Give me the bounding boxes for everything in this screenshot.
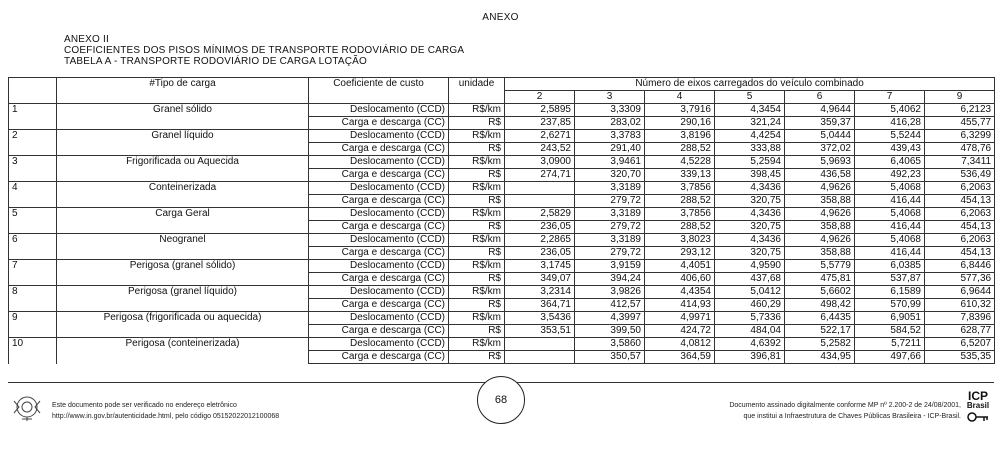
- cost-coefficient: Carga e descarga (CC): [309, 247, 449, 260]
- header-eixo-9: 9: [925, 91, 995, 104]
- unit: R$/km: [449, 104, 505, 117]
- value-cell: 243,52: [505, 143, 575, 156]
- value-cell: 455,77: [925, 117, 995, 130]
- value-cell: 320,75: [715, 221, 785, 234]
- value-cell: 5,4068: [855, 234, 925, 247]
- value-cell: 358,88: [785, 195, 855, 208]
- row-number: 3: [9, 156, 57, 182]
- cost-coefficient: Deslocamento (CCD): [309, 182, 449, 195]
- value-cell: 4,3436: [715, 234, 785, 247]
- value-cell: 5,2582: [785, 338, 855, 351]
- value-cell: 372,02: [785, 143, 855, 156]
- value-cell: 7,3411: [925, 156, 995, 169]
- row-number: 2: [9, 130, 57, 156]
- value-cell: 6,5207: [925, 338, 995, 351]
- value-cell: 237,85: [505, 117, 575, 130]
- value-cell: 416,44: [855, 221, 925, 234]
- unit: R$: [449, 143, 505, 156]
- unit: R$: [449, 195, 505, 208]
- header-eixo-6: 6: [785, 91, 855, 104]
- value-cell: 3,9826: [575, 286, 645, 299]
- value-cell: 460,29: [715, 299, 785, 312]
- value-cell: 3,7916: [645, 104, 715, 117]
- value-cell: [505, 351, 575, 364]
- row-number: 1: [9, 104, 57, 130]
- unit: R$: [449, 247, 505, 260]
- table-row: [9, 104, 995, 117]
- value-cell: [505, 182, 575, 195]
- value-cell: 498,42: [785, 299, 855, 312]
- row-number: 9: [9, 312, 57, 338]
- cargo-type: Perigosa (granel sólido): [57, 260, 309, 286]
- value-cell: [505, 195, 575, 208]
- value-cell: 4,9644: [785, 104, 855, 117]
- page-number: 68: [477, 376, 525, 424]
- value-cell: 4,5228: [645, 156, 715, 169]
- unit: R$/km: [449, 182, 505, 195]
- row-number: 5: [9, 208, 57, 234]
- value-cell: 6,8446: [925, 260, 995, 273]
- value-cell: 321,24: [715, 117, 785, 130]
- value-cell: 5,0412: [715, 286, 785, 299]
- unit: R$: [449, 117, 505, 130]
- header-eixo-5: 5: [715, 91, 785, 104]
- key-icon: [966, 411, 990, 423]
- header-number: [9, 78, 57, 104]
- value-cell: 4,0812: [645, 338, 715, 351]
- value-cell: 434,95: [785, 351, 855, 364]
- value-cell: 3,5860: [575, 338, 645, 351]
- value-cell: 7,8396: [925, 312, 995, 325]
- unit: R$: [449, 273, 505, 286]
- unit: R$/km: [449, 338, 505, 351]
- value-cell: 290,16: [645, 117, 715, 130]
- unit: R$: [449, 299, 505, 312]
- icp-brasil-logo: [963, 391, 993, 428]
- value-cell: 5,7336: [715, 312, 785, 325]
- table-row: [9, 286, 995, 299]
- value-cell: 416,44: [855, 247, 925, 260]
- cost-coefficient: Deslocamento (CCD): [309, 234, 449, 247]
- value-cell: 4,9590: [715, 260, 785, 273]
- value-cell: 478,76: [925, 143, 995, 156]
- value-cell: 320,75: [715, 195, 785, 208]
- value-cell: 333,88: [715, 143, 785, 156]
- row-number: 7: [9, 260, 57, 286]
- value-cell: 283,02: [575, 117, 645, 130]
- table-row: [9, 260, 995, 273]
- heading-line-2: COEFICIENTES DOS PISOS MÍNIMOS DE TRANSPORTE RODOVIÁRIO DE CARGA: [64, 45, 465, 56]
- value-cell: 436,58: [785, 169, 855, 182]
- value-cell: 4,9971: [645, 312, 715, 325]
- value-cell: 3,7856: [645, 208, 715, 221]
- header-eixo-3: 3: [575, 91, 645, 104]
- value-cell: 5,2594: [715, 156, 785, 169]
- cargo-type: Conteinerizada: [57, 182, 309, 208]
- table-heading: [64, 34, 464, 67]
- value-cell: 4,9626: [785, 182, 855, 195]
- value-cell: 288,52: [645, 143, 715, 156]
- value-cell: 5,5779: [785, 260, 855, 273]
- value-cell: 279,72: [575, 195, 645, 208]
- header-eixo-4: 4: [645, 91, 715, 104]
- value-cell: 4,9626: [785, 208, 855, 221]
- value-cell: 4,9626: [785, 234, 855, 247]
- value-cell: 536,49: [925, 169, 995, 182]
- unit: R$: [449, 169, 505, 182]
- unit: R$: [449, 325, 505, 338]
- unit: R$/km: [449, 286, 505, 299]
- cargo-type: Carga Geral: [57, 208, 309, 234]
- value-cell: 3,9159: [575, 260, 645, 273]
- unit: R$/km: [449, 130, 505, 143]
- value-cell: 274,71: [505, 169, 575, 182]
- unit: R$/km: [449, 156, 505, 169]
- value-cell: 320,70: [575, 169, 645, 182]
- document-title: ANEXO: [482, 12, 519, 23]
- verification-note: [52, 400, 279, 422]
- cargo-type: Granel líquido: [57, 130, 309, 156]
- value-cell: 394,24: [575, 273, 645, 286]
- signature-line-1: Documento assinado digitalmente conforme MP nº 2.200-2 de 24/08/2001,: [729, 402, 961, 409]
- cargo-type: Neogranel: [57, 234, 309, 260]
- value-cell: 6,4435: [785, 312, 855, 325]
- value-cell: 4,4051: [645, 260, 715, 273]
- value-cell: 3,7856: [645, 182, 715, 195]
- value-cell: 279,72: [575, 247, 645, 260]
- cost-coefficient: Carga e descarga (CC): [309, 169, 449, 182]
- value-cell: 4,4354: [645, 286, 715, 299]
- value-cell: 416,28: [855, 117, 925, 130]
- value-cell: 414,93: [645, 299, 715, 312]
- cargo-type: Perigosa (conteinerizada): [57, 338, 309, 364]
- value-cell: 4,6392: [715, 338, 785, 351]
- row-number: 8: [9, 286, 57, 312]
- value-cell: 5,4062: [855, 104, 925, 117]
- icp-logo-top: ICP: [967, 389, 988, 403]
- value-cell: 5,9693: [785, 156, 855, 169]
- value-cell: 398,45: [715, 169, 785, 182]
- value-cell: 5,0444: [785, 130, 855, 143]
- value-cell: 584,52: [855, 325, 925, 338]
- signature-line-2: que institui a Infraestrutura de Chaves Públicas Brasileira - ICP-Brasil.: [743, 413, 961, 420]
- value-cell: 236,05: [505, 221, 575, 234]
- value-cell: 6,2063: [925, 234, 995, 247]
- value-cell: 3,1745: [505, 260, 575, 273]
- cost-coefficient: Deslocamento (CCD): [309, 156, 449, 169]
- cargo-coefficients-table: [8, 77, 995, 364]
- signature-note: [729, 400, 961, 422]
- cost-coefficient: Carga e descarga (CC): [309, 221, 449, 234]
- value-cell: 291,40: [575, 143, 645, 156]
- value-cell: 396,81: [715, 351, 785, 364]
- value-cell: 497,66: [855, 351, 925, 364]
- row-number: 4: [9, 182, 57, 208]
- value-cell: 6,9644: [925, 286, 995, 299]
- value-cell: 577,36: [925, 273, 995, 286]
- value-cell: 4,3454: [715, 104, 785, 117]
- header-coeficiente: Coeficiente de custo: [309, 78, 449, 104]
- value-cell: 5,4068: [855, 208, 925, 221]
- value-cell: 424,72: [645, 325, 715, 338]
- value-cell: 3,9461: [575, 156, 645, 169]
- cost-coefficient: Carga e descarga (CC): [309, 143, 449, 156]
- value-cell: 5,6602: [785, 286, 855, 299]
- value-cell: 437,68: [715, 273, 785, 286]
- value-cell: 535,35: [925, 351, 995, 364]
- unit: R$: [449, 351, 505, 364]
- unit: R$/km: [449, 312, 505, 325]
- value-cell: 6,2063: [925, 182, 995, 195]
- value-cell: 4,3436: [715, 182, 785, 195]
- heading-line-1: ANEXO II: [64, 34, 109, 45]
- value-cell: 2,6271: [505, 130, 575, 143]
- value-cell: 3,5436: [505, 312, 575, 325]
- cost-coefficient: Carga e descarga (CC): [309, 351, 449, 364]
- table-row: [9, 312, 995, 325]
- value-cell: 349,07: [505, 273, 575, 286]
- verification-line-1: Este documento pode ser verificado no endereço eletrônico: [52, 402, 237, 409]
- value-cell: 4,4254: [715, 130, 785, 143]
- row-number: 10: [9, 338, 57, 364]
- value-cell: 3,3189: [575, 182, 645, 195]
- value-cell: 454,13: [925, 195, 995, 208]
- value-cell: 416,44: [855, 195, 925, 208]
- unit: R$: [449, 221, 505, 234]
- table-row: [9, 234, 995, 247]
- header-eixo-7: 7: [855, 91, 925, 104]
- value-cell: 288,52: [645, 221, 715, 234]
- value-cell: 4,3436: [715, 208, 785, 221]
- value-cell: 236,05: [505, 247, 575, 260]
- value-cell: 570,99: [855, 299, 925, 312]
- cost-coefficient: Carga e descarga (CC): [309, 299, 449, 312]
- cargo-type: Perigosa (frigorificada ou aquecida): [57, 312, 309, 338]
- cost-coefficient: Carga e descarga (CC): [309, 195, 449, 208]
- value-cell: 5,5244: [855, 130, 925, 143]
- cargo-type: Perigosa (granel líquido): [57, 286, 309, 312]
- coat-of-arms-icon: [10, 393, 44, 423]
- value-cell: 339,13: [645, 169, 715, 182]
- value-cell: 6,4065: [855, 156, 925, 169]
- cost-coefficient: Deslocamento (CCD): [309, 338, 449, 351]
- value-cell: 2,5829: [505, 208, 575, 221]
- table-row: [9, 130, 995, 143]
- table-row: [9, 338, 995, 351]
- value-cell: 399,50: [575, 325, 645, 338]
- cost-coefficient: Deslocamento (CCD): [309, 286, 449, 299]
- header-eixos: Número de eixos carregados do veículo combinado: [505, 78, 995, 91]
- table-row: [9, 182, 995, 195]
- value-cell: 3,3309: [575, 104, 645, 117]
- value-cell: 364,71: [505, 299, 575, 312]
- value-cell: 492,23: [855, 169, 925, 182]
- value-cell: 3,8023: [645, 234, 715, 247]
- value-cell: 406,60: [645, 273, 715, 286]
- value-cell: 2,2865: [505, 234, 575, 247]
- value-cell: 6,2063: [925, 208, 995, 221]
- header-unidade: unidade: [449, 78, 505, 104]
- unit: R$/km: [449, 234, 505, 247]
- value-cell: 6,2123: [925, 104, 995, 117]
- value-cell: 475,81: [785, 273, 855, 286]
- value-cell: 358,88: [785, 221, 855, 234]
- value-cell: 6,0385: [855, 260, 925, 273]
- header-tipo: #Tipo de carga: [57, 78, 309, 104]
- row-number: 6: [9, 234, 57, 260]
- value-cell: 293,12: [645, 247, 715, 260]
- value-cell: [505, 338, 575, 351]
- value-cell: 359,37: [785, 117, 855, 130]
- value-cell: 439,43: [855, 143, 925, 156]
- value-cell: 288,52: [645, 195, 715, 208]
- heading-line-3: TABELA A - TRANSPORTE RODOVIÁRIO DE CARGA LOTAÇÃO: [64, 56, 368, 67]
- value-cell: 364,59: [645, 351, 715, 364]
- value-cell: 6,9051: [855, 312, 925, 325]
- value-cell: 2,5895: [505, 104, 575, 117]
- value-cell: 4,3997: [575, 312, 645, 325]
- cargo-type: Frigorificada ou Aquecida: [57, 156, 309, 182]
- table-row: [9, 208, 995, 221]
- cost-coefficient: Deslocamento (CCD): [309, 130, 449, 143]
- value-cell: 537,87: [855, 273, 925, 286]
- value-cell: 353,51: [505, 325, 575, 338]
- value-cell: 6,3299: [925, 130, 995, 143]
- cost-coefficient: Deslocamento (CCD): [309, 260, 449, 273]
- value-cell: 454,13: [925, 221, 995, 234]
- cost-coefficient: Deslocamento (CCD): [309, 208, 449, 221]
- value-cell: 3,3189: [575, 208, 645, 221]
- icp-logo-bottom: Brasil: [966, 401, 990, 410]
- cost-coefficient: Carga e descarga (CC): [309, 273, 449, 286]
- cargo-type: Granel sólido: [57, 104, 309, 130]
- value-cell: 6,1589: [855, 286, 925, 299]
- value-cell: 3,2314: [505, 286, 575, 299]
- value-cell: 350,57: [575, 351, 645, 364]
- value-cell: 3,8196: [645, 130, 715, 143]
- value-cell: 522,17: [785, 325, 855, 338]
- value-cell: 3,0900: [505, 156, 575, 169]
- value-cell: 484,04: [715, 325, 785, 338]
- cost-coefficient: Deslocamento (CCD): [309, 104, 449, 117]
- value-cell: 5,4068: [855, 182, 925, 195]
- value-cell: 358,88: [785, 247, 855, 260]
- value-cell: 454,13: [925, 247, 995, 260]
- value-cell: 3,3783: [575, 130, 645, 143]
- cost-coefficient: Deslocamento (CCD): [309, 312, 449, 325]
- value-cell: 628,77: [925, 325, 995, 338]
- unit: R$/km: [449, 208, 505, 221]
- header-eixo-2: 2: [505, 91, 575, 104]
- value-cell: 320,75: [715, 247, 785, 260]
- cost-coefficient: Carga e descarga (CC): [309, 117, 449, 130]
- value-cell: 412,57: [575, 299, 645, 312]
- verification-line-2[interactable]: http://www.in.gov.br/autenticidade.html, pelo código 05152022012100068: [52, 413, 280, 420]
- table-row: [9, 156, 995, 169]
- value-cell: 279,72: [575, 221, 645, 234]
- value-cell: 5,7211: [855, 338, 925, 351]
- value-cell: 610,32: [925, 299, 995, 312]
- value-cell: 3,3189: [575, 234, 645, 247]
- cost-coefficient: Carga e descarga (CC): [309, 325, 449, 338]
- unit: R$/km: [449, 260, 505, 273]
